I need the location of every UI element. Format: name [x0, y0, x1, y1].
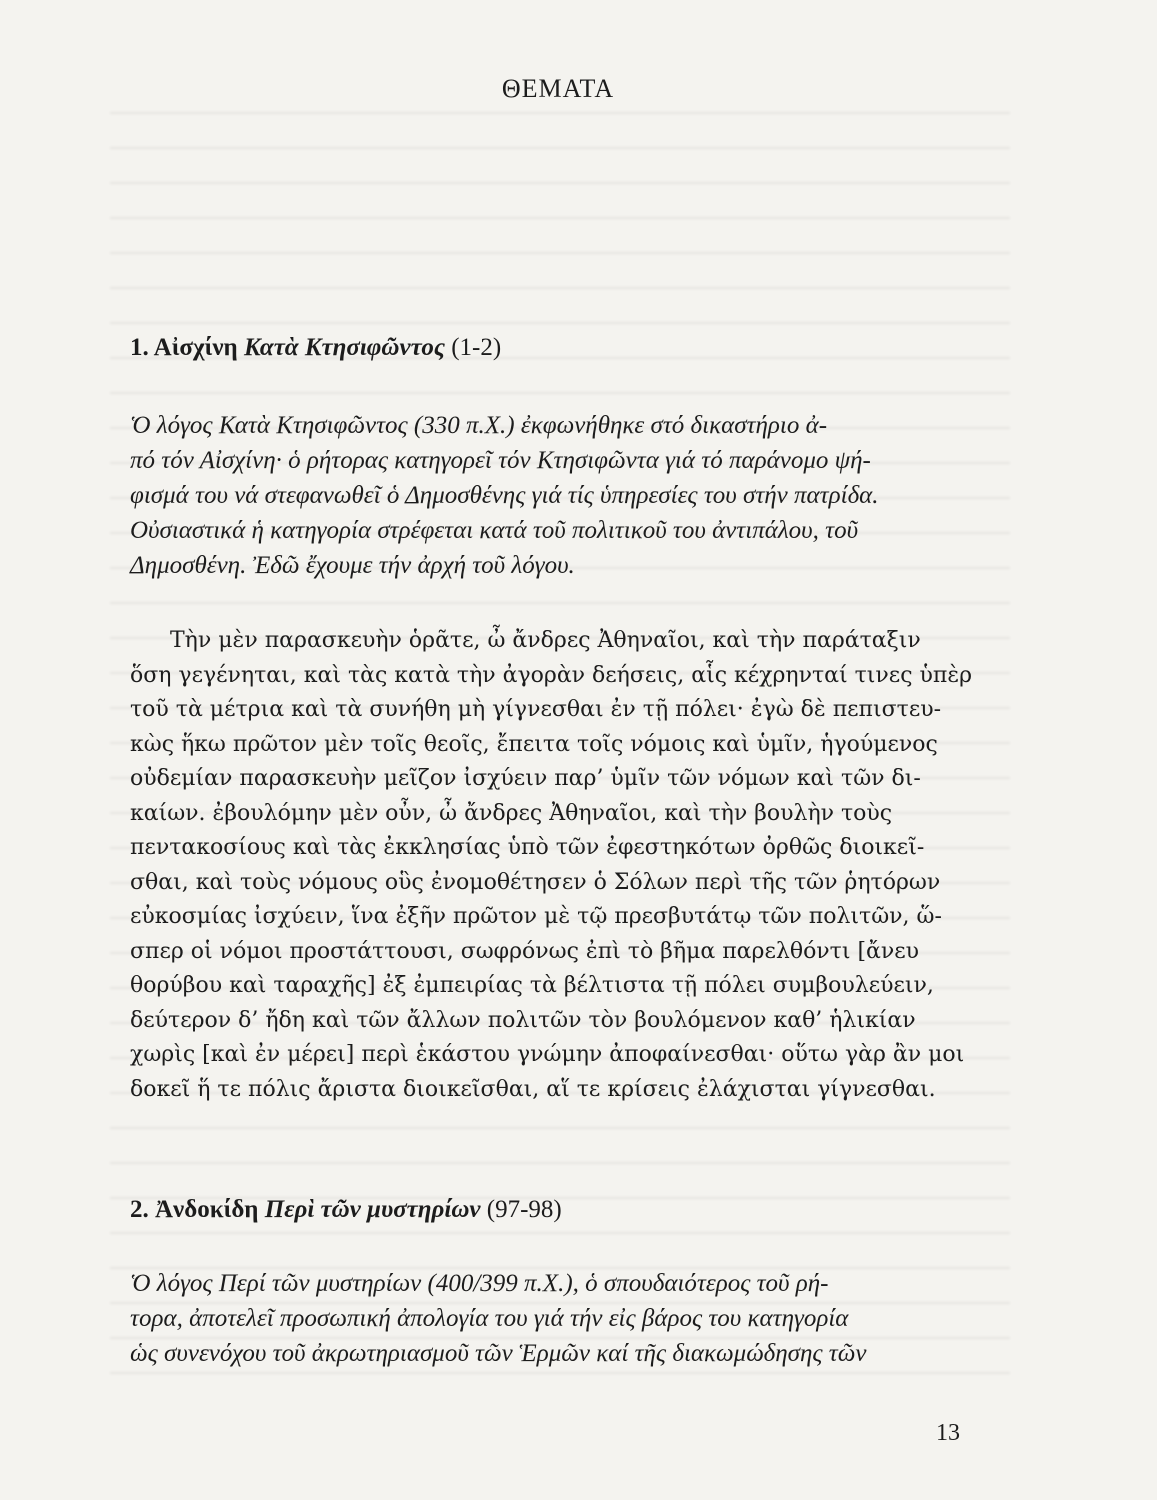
- intro-line: Ὁ λόγος Κατὰ Κτησιφῶντος (330 π.Χ.) ἐκφωνήθηκε στό δικαστήριο ἀ-: [130, 412, 828, 439]
- intro-line: Οὐσιαστικά ἡ κατηγορία στρέφεται κατά τοῦ πολιτικοῦ του ἀντιπάλου, τοῦ: [130, 517, 859, 544]
- intro-line: φισμά του νά στεφανωθεῖ ὁ Δημοσθένης γιά τίς ὑπηρεσίες του στήν πατρίδα.: [130, 482, 879, 509]
- intro-line: ὡς συνενόχου τοῦ ἀκρωτηριασμοῦ τῶν Ἑρμῶν καί τῆς διακωμώδησης τῶν: [130, 1340, 867, 1367]
- text-line: κὼς ἥκω πρῶτον μὲν τοῖς θεοῖς, ἔπειτα τοῖς νόμοις καὶ ὑμῖν, ἡγούμενος: [130, 731, 938, 757]
- section-1-author: Αἰσχίνη: [153, 334, 238, 361]
- section-2-number: 2.: [130, 1196, 149, 1223]
- section-1-lines: (1-2): [451, 334, 502, 361]
- text-line: οὐδεμίαν παρασκευὴν μεῖζον ἰσχύειν παρ’ ὑμῖν τῶν νόμων καὶ τῶν δι-: [130, 766, 921, 791]
- page-title: ΘΕΜΑΤΑ: [501, 74, 615, 103]
- text-line: ὅση γεγένηται, καὶ τὰς κατὰ τὴν ἀγορὰν δεήσεις, αἷς κέχρηνταί τινες ὑπὲρ: [130, 662, 973, 688]
- section-2-work: Περὶ τῶν μυστηρίων: [264, 1196, 481, 1223]
- section-2-heading: [130, 1196, 562, 1224]
- section-1-heading: [130, 334, 501, 362]
- text-line: χωρὶς [καὶ ἐν μέρει] περὶ ἑκάστου γνώμην ἀποφαίνεσθαι· οὕτω γὰρ ἂν μοι: [130, 1042, 965, 1067]
- text-line: δοκεῖ ἥ τε πόλις ἄριστα διοικεῖσθαι, αἵ τε κρίσεις ἐλάχισται γίγνεσθαι.: [130, 1076, 936, 1102]
- text-line: θορύβου καὶ ταραχῆς] ἐξ ἐμπειρίας τὰ βέλτιστα τῇ πόλει συμβουλεύειν,: [130, 973, 934, 998]
- text-line: Τὴν μὲν παρασκευὴν ὁρᾶτε, ὦ ἄνδρες Ἀθηναῖοι, καὶ τὴν παράταξιν: [170, 628, 921, 653]
- text-line: δεύτερον δ’ ἤδη καὶ τῶν ἄλλων πολιτῶν τὸν βουλόμενον καθ’ ἡλικίαν: [130, 1007, 916, 1033]
- document-page: [130, 0, 986, 1500]
- text-line: καίων. ἐβουλόμην μὲν οὖν, ὦ ἄνδρες Ἀθηναῖοι, καὶ τὴν βουλὴν τοὺς: [130, 800, 893, 826]
- intro-line: Ὁ λόγος Περί τῶν μυστηρίων (400/399 π.Χ.), ὁ σπουδαιότερος τοῦ ρή-: [130, 1270, 829, 1297]
- intro-line: πό τόν Αἰσχίνη· ὁ ρήτορας κατηγορεῖ τόν Κτησιφῶντα γιά τό παράνομο ψή-: [130, 447, 871, 474]
- text-line: πεντακοσίους καὶ τὰς ἐκκλησίας ὑπὸ τῶν ἐφεστηκότων ὀρθῶς διοικεῖ-: [130, 835, 925, 860]
- section-1-work: Κατὰ Κτησιφῶντος: [243, 334, 445, 361]
- intro-line: τορα, ἀποτελεῖ προσωπική ἀπολογία του γιά τήν εἰς βάρος του κατηγορία: [130, 1305, 849, 1332]
- page-number: 13: [936, 1420, 960, 1446]
- text-line: σπερ οἱ νόμοι προστάττουσι, σωφρόνως ἐπὶ τὸ βῆμα παρελθόντι [ἄνευ: [130, 938, 920, 964]
- section-1-intro: [130, 408, 976, 583]
- text-line: σθαι, καὶ τοὺς νόμους οὓς ἐνομοθέτησεν ὁ Σόλων περὶ τῆς τῶν ῥητόρων: [130, 869, 941, 895]
- section-2-lines: (97-98): [486, 1196, 562, 1223]
- intro-line: Δημοσθένη. Ἐδῶ ἔχουμε τήν ἀρχή τοῦ λόγου.: [130, 552, 575, 579]
- section-2-author: Ἀνδοκίδη: [155, 1196, 259, 1223]
- text-line: τοῦ τὰ μέτρια καὶ τὰ συνήθη μὴ γίγνεσθαι ἐν τῇ πόλει· ἐγὼ δὲ πεπιστευ-: [130, 697, 942, 722]
- text-line: εὐκοσμίας ἰσχύειν, ἵνα ἐξῆν πρῶτον μὲ τῷ πρεσβυτάτῳ τῶν πολιτῶν, ὥ-: [130, 904, 942, 929]
- section-1-number: 1.: [130, 334, 149, 361]
- section-2-intro: [130, 1266, 976, 1371]
- section-1-greek-text: [130, 624, 976, 1107]
